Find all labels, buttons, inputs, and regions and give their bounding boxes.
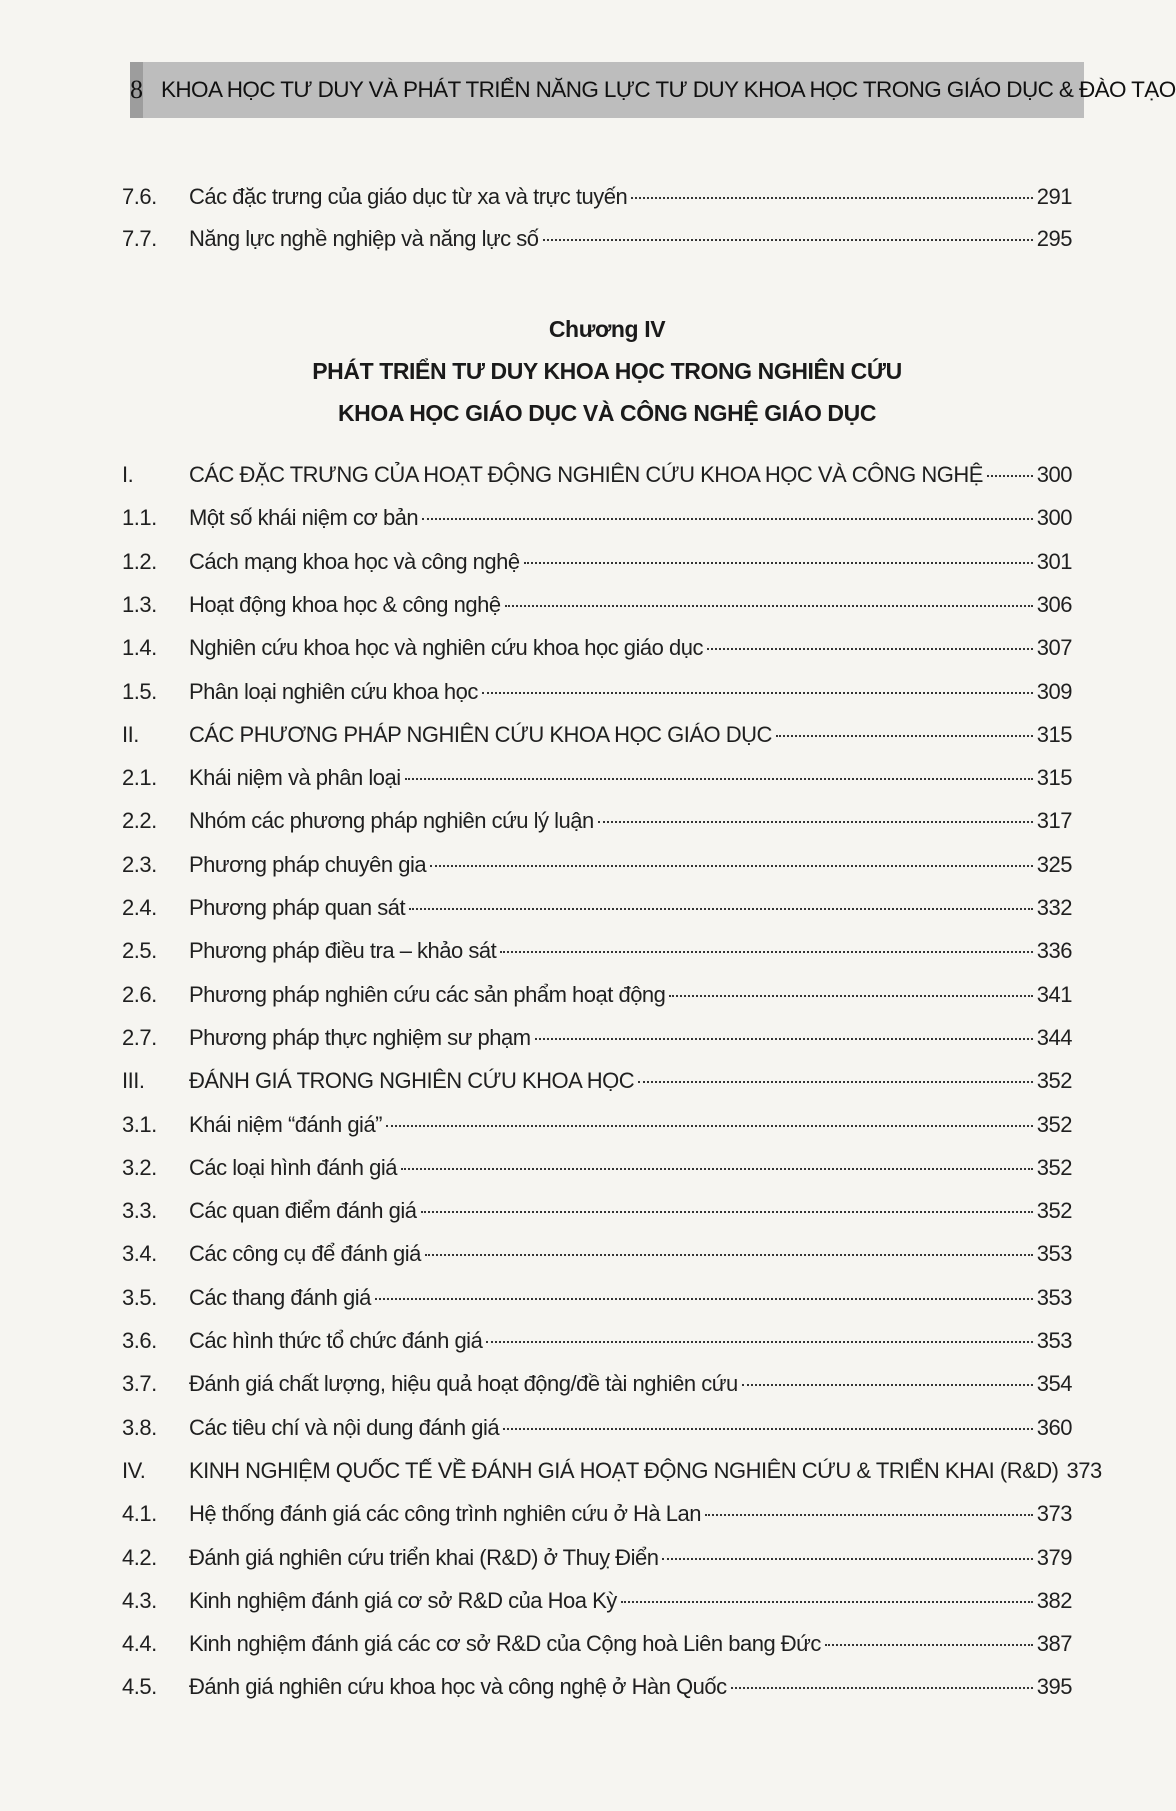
dot-leader — [707, 648, 1033, 650]
toc-entry-number: 1.2. — [122, 548, 157, 574]
toc-entry-page: 360 — [1036, 1414, 1072, 1440]
toc-entry — [122, 1371, 1072, 1407]
dot-leader — [705, 1514, 1033, 1516]
dot-leader — [825, 1644, 1033, 1646]
dot-leader — [776, 735, 1033, 737]
toc-entry-number: 2.5. — [122, 938, 157, 964]
toc-entry-page: 373 — [1066, 1457, 1102, 1483]
dot-leader — [405, 778, 1033, 780]
toc-entry-title: Hệ thống đánh giá các công trình nghiên cứu ở Hà Lan — [189, 1501, 701, 1527]
toc-entry — [122, 549, 1072, 585]
toc-entry — [122, 679, 1072, 715]
toc-entry-number: 3.2. — [122, 1154, 157, 1180]
toc-entry — [122, 1501, 1072, 1537]
dot-leader — [524, 562, 1033, 564]
dot-leader — [422, 518, 1033, 520]
toc-entry-page: 352 — [1036, 1154, 1072, 1180]
dot-leader — [535, 1038, 1033, 1040]
toc-entry-number: 3.8. — [122, 1414, 157, 1440]
toc-entry-number: 4.5. — [122, 1674, 157, 1700]
dot-leader — [375, 1298, 1033, 1300]
toc-entry-title: CÁC ĐẶC TRƯNG CỦA HOẠT ĐỘNG NGHIÊN CỨU KHOA HỌC VÀ CÔNG NGHỆ — [189, 462, 983, 487]
toc-entry — [122, 184, 1072, 220]
toc-entry-title: Các công cụ để đánh giá — [189, 1241, 421, 1267]
toc-entry — [122, 462, 1072, 498]
chapter-title-line1: PHÁT TRIỂN TƯ DUY KHOA HỌC TRONG NGHIÊN CỨU — [312, 358, 902, 384]
toc-entry-page: 315 — [1036, 721, 1072, 747]
toc-entry — [122, 895, 1072, 931]
toc-entry-number: I. — [122, 462, 134, 487]
toc-entry-number: 4.2. — [122, 1544, 157, 1570]
toc-entry-page: 395 — [1036, 1674, 1072, 1700]
dot-leader — [987, 475, 1033, 477]
toc-entry-number: 4.4. — [122, 1631, 157, 1657]
toc-entry-title: Cách mạng khoa học và công nghệ — [189, 548, 520, 574]
toc-entry — [122, 1631, 1072, 1667]
toc-entry-page: 387 — [1036, 1631, 1072, 1657]
toc-entry — [122, 852, 1072, 888]
toc-entry-page: 373 — [1036, 1501, 1072, 1527]
dot-leader — [482, 692, 1033, 694]
dot-leader — [742, 1384, 1033, 1386]
toc-entry-title: Một số khái niệm cơ bản — [189, 505, 419, 531]
toc-entry — [122, 1674, 1072, 1710]
toc-entry — [122, 1457, 1102, 1494]
chapter-title-line2: KHOA HỌC GIÁO DỤC VÀ CÔNG NGHỆ GIÁO DỤC — [337, 400, 877, 426]
dot-leader — [505, 605, 1033, 607]
dot-leader — [621, 1601, 1033, 1603]
toc-entry — [122, 635, 1072, 671]
dot-leader — [669, 995, 1032, 997]
toc-entry — [122, 1328, 1072, 1364]
toc-entry-page: 309 — [1036, 678, 1072, 704]
toc-entry-title: Khái niệm và phân loại — [189, 765, 401, 791]
toc-entry-page: 379 — [1036, 1544, 1072, 1570]
toc-entry-number: 4.1. — [122, 1501, 157, 1527]
toc-entry-page: 382 — [1036, 1587, 1072, 1613]
toc-entry-title: Các loại hình đánh giá — [189, 1154, 397, 1180]
toc-entry-title: Các quan điểm đánh giá — [189, 1198, 417, 1224]
toc-entry — [122, 982, 1072, 1018]
dot-leader — [486, 1341, 1032, 1343]
toc-entry-number: II. — [122, 721, 139, 747]
toc-entry-page: 300 — [1036, 505, 1072, 531]
toc-entry — [122, 1198, 1072, 1234]
running-title: KHOA HỌC TƯ DUY VÀ PHÁT TRIỂN NĂNG LỰC TƯ DUY KHOA HỌC TRONG GIÁO DỤC & ĐÀO TẠO — [161, 77, 1176, 102]
toc-entry — [122, 722, 1072, 758]
toc-entry-title: Phương pháp thực nghiệm sư phạm — [189, 1024, 531, 1050]
dot-leader — [430, 865, 1033, 867]
toc-entry-page: 301 — [1036, 548, 1072, 574]
toc-entry-page: 353 — [1036, 1284, 1072, 1310]
toc-entry — [122, 1545, 1072, 1581]
toc-entry-number: 2.7. — [122, 1024, 157, 1050]
toc-entry-number: 2.6. — [122, 981, 157, 1007]
toc-entry — [122, 1112, 1072, 1148]
toc-entry-number: 1.3. — [122, 591, 157, 617]
toc-entry-title: Nghiên cứu khoa học và nghiên cứu khoa học giáo dục — [189, 635, 703, 661]
toc-entry — [122, 808, 1072, 844]
toc-entry-title: Nhóm các phương pháp nghiên cứu lý luận — [189, 808, 594, 834]
toc-entry — [122, 1155, 1072, 1191]
dot-leader — [598, 821, 1033, 823]
toc-entry-page: 332 — [1036, 895, 1072, 920]
toc-entry-title: Năng lực nghề nghiệp và năng lực số — [189, 226, 539, 251]
toc-entry — [122, 1025, 1072, 1061]
toc-entry-title: Khái niệm “đánh giá” — [189, 1111, 383, 1137]
chapter-heading: Chương IV — [548, 316, 666, 342]
toc-entry-title: ĐÁNH GIÁ TRONG NGHIÊN CỨU KHOA HỌC — [189, 1068, 635, 1094]
toc-entry-number: 1.5. — [122, 678, 157, 704]
toc-entry-page: 354 — [1036, 1371, 1072, 1397]
dot-leader — [662, 1558, 1032, 1560]
toc-entry-title: Phương pháp quan sát — [189, 895, 406, 920]
toc-entry-title: Kinh nghiệm đánh giá các cơ sở R&D của Cộng hoà Liên bang Đức — [189, 1631, 821, 1657]
toc-entry-page: 341 — [1036, 981, 1072, 1007]
toc-entry-page: 353 — [1036, 1328, 1072, 1353]
toc-entry-title: Phương pháp nghiên cứu các sản phẩm hoạt động — [189, 981, 666, 1007]
toc-entry — [122, 1588, 1072, 1624]
toc-entry-title: Các đặc trưng của giáo dục từ xa và trực tuyến — [189, 184, 628, 209]
toc-entry-title: Phân loại nghiên cứu khoa học — [189, 678, 478, 704]
toc-entry-title: Kinh nghiệm đánh giá cơ sở R&D của Hoa Kỳ — [189, 1587, 617, 1613]
toc-entry-title: Phương pháp chuyên gia — [189, 851, 427, 877]
toc-entry-number: 3.5. — [122, 1284, 157, 1310]
toc-entry-page: 317 — [1036, 808, 1072, 834]
toc-entry-page: 325 — [1036, 851, 1072, 877]
toc-entry-number: 3.3. — [122, 1198, 157, 1224]
toc-entry-number: 7.7. — [122, 226, 157, 251]
toc-entry-page: 291 — [1036, 184, 1072, 209]
toc-entry-page: 315 — [1036, 765, 1072, 791]
dot-leader — [401, 1168, 1033, 1170]
dot-leader — [409, 908, 1033, 910]
dot-leader — [638, 1081, 1033, 1083]
toc-entry-number: 2.1. — [122, 765, 157, 791]
toc-entry-title: CÁC PHƯƠNG PHÁP NGHIÊN CỨU KHOA HỌC GIÁO DỤC — [189, 721, 772, 747]
dot-leader — [425, 1254, 1033, 1256]
toc-entry-number: 1.1. — [122, 505, 157, 531]
toc-entry — [122, 592, 1072, 628]
toc-entry — [122, 1241, 1072, 1277]
toc-entry-title: Các tiêu chí và nội dung đánh giá — [189, 1414, 500, 1440]
toc-entry-number: 2.3. — [122, 851, 157, 877]
toc-entry-page: 352 — [1036, 1198, 1072, 1224]
toc-entry-number: IV. — [122, 1457, 146, 1483]
dot-leader — [386, 1125, 1033, 1127]
dot-leader — [500, 951, 1033, 953]
toc-entry-number: 2.2. — [122, 808, 157, 834]
dot-leader — [421, 1211, 1033, 1213]
toc-entry-title: Đánh giá chất lượng, hiệu quả hoạt động/đề tài nghiên cứu — [189, 1371, 738, 1397]
toc-entry-page: 307 — [1036, 635, 1072, 661]
toc-entry — [122, 938, 1072, 974]
dot-leader — [631, 197, 1033, 199]
toc-entry-number: 2.4. — [122, 895, 157, 920]
toc-entry-title: Đánh giá nghiên cứu khoa học và công nghệ ở Hàn Quốc — [189, 1674, 727, 1700]
toc-entry-page: 295 — [1036, 226, 1072, 251]
toc-entry-number: 4.3. — [122, 1587, 157, 1613]
toc-entry-title: Đánh giá nghiên cứu triển khai (R&D) ở Thuỵ Điển — [189, 1544, 659, 1570]
toc-entry-number: 3.4. — [122, 1241, 157, 1267]
toc-entry — [122, 505, 1072, 541]
toc-entry-number: III. — [122, 1068, 145, 1094]
toc-entry-page: 352 — [1036, 1068, 1072, 1094]
dot-leader — [543, 239, 1033, 241]
toc-entry-number: 3.1. — [122, 1111, 157, 1137]
toc-entry — [122, 226, 1072, 262]
toc-entry-page: 344 — [1036, 1024, 1072, 1050]
toc-entry-number: 1.4. — [122, 635, 157, 661]
page-number: 8 — [130, 62, 143, 118]
toc-entry-page: 353 — [1036, 1241, 1072, 1267]
toc-entry — [122, 1285, 1072, 1321]
toc-entry — [122, 765, 1072, 801]
running-header — [130, 62, 1176, 118]
toc-entry-title: Các thang đánh giá — [189, 1284, 371, 1310]
toc-entry-number: 7.6. — [122, 184, 157, 209]
toc-entry-page: 352 — [1036, 1111, 1072, 1137]
toc-entry-page: 306 — [1036, 591, 1072, 617]
toc-entry-number: 3.7. — [122, 1371, 157, 1397]
toc-entry — [122, 1415, 1072, 1451]
toc-entry — [122, 1068, 1072, 1104]
dot-leader — [503, 1428, 1033, 1430]
toc-entry-title: Phương pháp điều tra – khảo sát — [189, 938, 497, 964]
toc-entry-page: 336 — [1036, 938, 1072, 964]
toc-entry-title: Hoạt động khoa học & công nghệ — [189, 591, 501, 617]
toc-entry-title: Các hình thức tổ chức đánh giá — [189, 1328, 483, 1353]
dot-leader — [731, 1687, 1033, 1689]
toc-entry-number: 3.6. — [122, 1328, 157, 1353]
toc-entry-title: KINH NGHIỆM QUỐC TẾ VỀ ĐÁNH GIÁ HOẠT ĐỘNG NGHIÊN CỨU & TRIỂN KHAI (R&D) — [189, 1457, 1059, 1483]
toc-entry-page: 300 — [1036, 462, 1072, 487]
